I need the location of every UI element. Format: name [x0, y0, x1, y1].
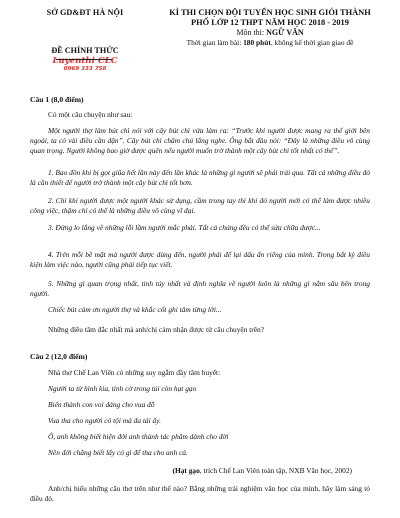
- story-paragraph-2: 1. Bao đồn khi bị gọt giũa hết lần này đến lần khác là những gì người sẽ phải trải qua. Tất cả những điều đó là cần thiết để người trở thành một cây bút chì tốt hơn.: [30, 168, 370, 187]
- question-2-title: Câu 2 (12,0 điểm): [30, 352, 88, 361]
- citation-source: , trích Chế Lan Viên toàn tập, NXB Văn học, 2002): [199, 466, 352, 475]
- department-name: SỞ GD&ĐT HÀ NỘI: [46, 8, 124, 17]
- header-right: [150, 8, 390, 48]
- poem-line: Ô, anh không biết hiện đời anh thành tác phẩm dành cho đời: [48, 432, 229, 441]
- story-paragraph-7: Chiếc bút cảm ơn người thợ và khắc cốt ghi tâm từng lời...: [48, 305, 222, 314]
- brand-phone: 0969 333 758: [63, 66, 107, 72]
- question-1-prompt: Những điều tâm đắc nhất mà anh/chị cảm nhận được từ câu chuyện trên?: [48, 325, 265, 334]
- story-paragraph-4: 3. Đừng lo lắng về những lỗi lầm người mắc phải. Tất cả chúng đều có thể sửa chữa được...: [48, 223, 321, 232]
- time-value: 180 phút: [243, 38, 271, 47]
- citation-title: (Hạt gạo: [172, 466, 200, 475]
- question-2-intro: Nhà thơ Chế Lan Viên có những suy ngẫm đầy tâm huyết:: [48, 368, 221, 377]
- official-label: ĐỀ CHÍNH THỨC: [51, 46, 119, 55]
- story-paragraph-1: Một người thợ làm bút chì nói với cây bút chì vừa làm ra: “Trước khi người được mang ra thế giới bên ngoài, ta có vài điều cần dặn”. Cây bút chì chăm chú lắng nghe. Ông bắt đầu nói: “Đây là những điều vô cùng quan trọng. Người không bao giờ được quên nếu người muốn trở thành một cây bút chì tốt nhất có thể”.: [30, 126, 370, 155]
- question-2-task: Anh/chị hiểu những câu thơ trên như thế nào? Bằng những trải nghiệm văn học của mình, hãy làm sáng tỏ điều đó.: [30, 484, 370, 503]
- story-paragraph-5: 4. Trên mỗi bề mặt mà người được dùng đến, người phải để lại dấu ấn riêng của mình. Trong bất kỳ điều kiện làm việc nào, người cũng phải tiếp tục viết.: [30, 250, 370, 269]
- exam-title-line-2: PHỐ LỚP 12 THPT NĂM HỌC 2018 - 2019: [191, 18, 349, 27]
- exam-title-line-1: KÌ THI CHỌN ĐỘI TUYỂN HỌC SINH GIỎI THÀNH: [169, 8, 371, 17]
- time-suffix: , không kể thời gian giao đề: [270, 38, 354, 47]
- poem-line: Người ta từ hình kia, tính cờ trong túi còn hạt gạo: [48, 384, 197, 393]
- poem-citation: [30, 466, 352, 476]
- brand-watermark: Luyenthi CLC: [52, 56, 118, 66]
- header-divider: [56, 59, 112, 60]
- subject-label: Môn thi:: [236, 28, 267, 37]
- question-1-intro: Có một câu chuyện như sau:: [48, 110, 133, 119]
- poem-line: Nên đời chẳng biết lấy có gì để tha cho anh cả.: [48, 448, 188, 457]
- header-left: [30, 8, 140, 72]
- question-1-title: Câu 1 (8,0 điểm): [30, 95, 84, 104]
- time-line: [150, 38, 390, 48]
- poem-line: Vua tha cho người có tội mà đa tài ấy.: [48, 416, 161, 425]
- poem-line: Biến thành con voi dáng cho vua đỗ: [48, 400, 155, 409]
- subject-name: NGỮ VĂN: [266, 28, 304, 37]
- subject-line: [150, 28, 390, 38]
- story-paragraph-6: 5. Những gì quan trọng nhất, tinh túy nhất và định nghĩa về người luôn là những gì nằm sâu bên trong người.: [30, 279, 370, 298]
- story-paragraph-3: 2. Chỉ khi người được một người khác sử dụng, cầm trong tay thì khi đó người mới có thể làm được nhiều công việc, thậm chí có thể là những điều vô cùng vĩ đại.: [30, 196, 370, 215]
- time-prefix: Thời gian làm bài:: [186, 38, 244, 47]
